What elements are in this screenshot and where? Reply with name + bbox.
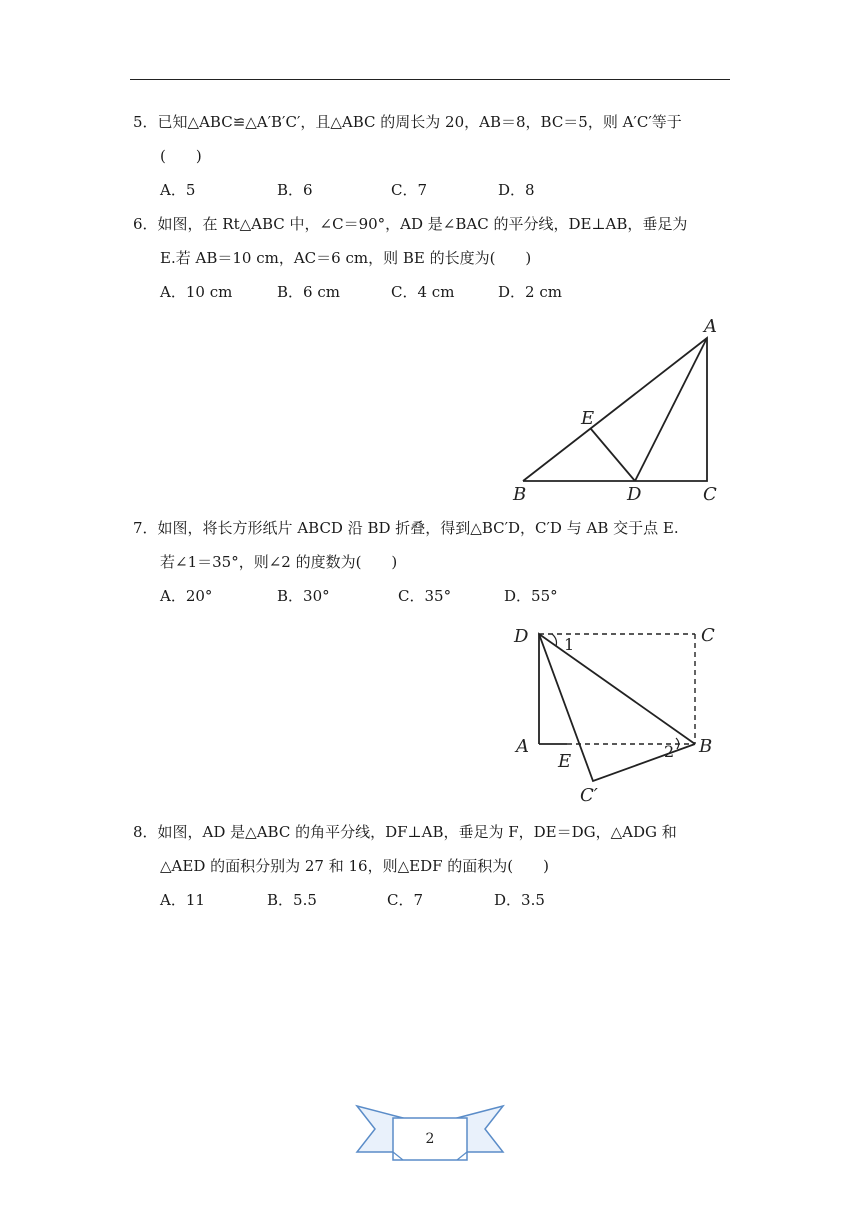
q5-option-c: C．7 [391,181,428,199]
page-number: 2 [425,1131,435,1147]
page-number-ribbon [355,1100,505,1170]
q7-option-a: A．20° [160,587,213,605]
q5-option-a: A．5 [160,181,196,199]
q8-option-b: B．5.5 [267,891,317,909]
q6-figure [500,310,740,510]
q8-line1: 8．如图，AD 是△ABC 的角平分线，DF⊥AB，垂足为 F，DE＝DG，△ADG 和 [133,823,677,841]
q6-label-e: E [581,408,595,429]
q6-option-c: C．4 cm [391,283,455,301]
q6-label-b: B [513,484,527,505]
q6-label-c: C [703,484,717,505]
q8-line2: △AED 的面积分别为 27 和 16，则△EDF 的面积为( ) [160,857,549,875]
q7-option-c: C．35° [398,587,452,605]
q6-label-a: A [704,316,717,337]
q7-label-c: C [701,625,715,646]
q8-option-c: C．7 [387,891,424,909]
q5-line1: 5．已知△ABC≌△A′B′C′，且△ABC 的周长为 20，AB＝8，BC＝5，则 A′C′等于 [133,113,682,131]
q7-label-d: D [514,626,529,647]
q5-option-b: B．6 [277,181,313,199]
q7-label-e: E [558,751,572,772]
q7-angle-2: 2 [664,742,675,761]
q6-option-b: B．6 cm [277,283,340,301]
q7-option-d: D．55° [504,587,558,605]
q6-option-a: A．10 cm [160,283,233,301]
q7-label-b: B [699,736,713,757]
q7-angle-1: 1 [564,635,575,654]
q7-label-c-prime: C′ [580,785,598,806]
q6-option-d: D．2 cm [498,283,562,301]
q7-option-b: B．30° [277,587,330,605]
q7-line2: 若∠1＝35°，则∠2 的度数为( ) [160,553,398,571]
q7-line1: 7．如图，将长方形纸片 ABCD 沿 BD 折叠，得到△BC′D，C′D 与 AB 交于点 E. [133,519,679,537]
q7-figure [500,615,740,815]
q5-line2: ( ) [160,147,202,165]
q6-label-d: D [627,484,642,505]
header-rule [130,79,730,80]
q8-option-d: D．3.5 [494,891,545,909]
q8-option-a: A．11 [160,891,205,909]
q7-label-a: A [516,736,529,757]
q6-line1: 6．如图，在 Rt△ABC 中，∠C＝90°，AD 是∠BAC 的平分线，DE⊥AB，垂足为 [133,215,688,233]
q5-option-d: D．8 [498,181,535,199]
q6-line2: E.若 AB＝10 cm，AC＝6 cm，则 BE 的长度为( ) [160,249,532,267]
